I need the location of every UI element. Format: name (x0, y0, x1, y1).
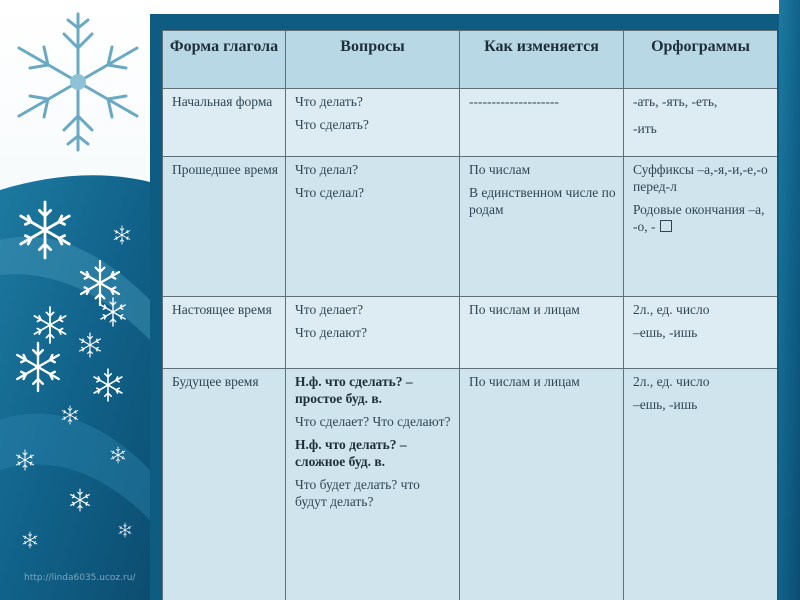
cell-form: Настоящее время (163, 297, 286, 369)
header-verb-form: Форма глагола (163, 31, 286, 89)
cell-change (460, 297, 624, 369)
cell-change (460, 369, 624, 600)
header-questions: Вопросы (286, 31, 460, 89)
cell-form: Будущее время (163, 369, 286, 600)
spelling-line: –ешь, -ишь (633, 325, 698, 340)
cell-change (460, 89, 624, 157)
table-row (163, 157, 778, 297)
change-line: По числам и лицам (469, 302, 580, 317)
cell-spelling (624, 369, 778, 600)
question-line: Что делают? (295, 325, 368, 340)
spelling-line (633, 201, 771, 235)
verb-forms-table-container (162, 30, 777, 600)
question-line: Что сделает? Что сделают? (295, 414, 451, 429)
table-header-row (163, 31, 778, 89)
spelling-line: –ешь, -ишь (633, 397, 698, 412)
verb-forms-table (162, 30, 777, 600)
spelling-line: 2л., ед. число (633, 302, 710, 317)
question-line: Н.ф. что сделать? – простое буд. в. (295, 374, 413, 406)
spelling-line: -ать, -ять, -еть, (633, 94, 718, 109)
question-line: Что делать? (295, 94, 363, 109)
table-row (163, 297, 778, 369)
question-line: Что делает? (295, 302, 364, 317)
cell-questions (286, 297, 460, 369)
cell-spelling (624, 297, 778, 369)
cell-questions (286, 369, 460, 600)
question-line: Что делал? (295, 162, 359, 177)
cell-questions (286, 157, 460, 297)
cell-form: Прошедшее время (163, 157, 286, 297)
spelling-line: 2л., ед. число (633, 374, 710, 389)
header-spelling: Орфограммы (624, 31, 778, 89)
change-line: По числам и лицам (469, 374, 580, 389)
cell-form: Начальная форма (163, 89, 286, 157)
cell-spelling (624, 89, 778, 157)
change-line: В единственном числе по родам (469, 185, 616, 217)
question-line: Что будет делать? что будут делать? (295, 477, 420, 509)
change-line: -------------------- (469, 94, 559, 109)
question-line: Что сделал? (295, 185, 365, 200)
spelling-text: Родовые окончания –а, -о, - (633, 202, 765, 234)
header-how-changes: Как изменяется (460, 31, 624, 89)
spelling-line: Суффиксы –а,-я,-и,-е,-о перед-л (633, 162, 768, 194)
table-row (163, 89, 778, 157)
cell-questions (286, 89, 460, 157)
cell-change (460, 157, 624, 297)
cell-spelling (624, 157, 778, 297)
spelling-line: -ить (633, 121, 657, 136)
watermark-url: http://linda6035.ucoz.ru/ (24, 573, 136, 583)
question-line: Что сделать? (295, 117, 369, 132)
question-line: Н.ф. что делать? – сложное буд. в. (295, 437, 407, 469)
checkbox-icon (660, 220, 672, 232)
table-row (163, 369, 778, 600)
change-line: По числам (469, 162, 531, 177)
